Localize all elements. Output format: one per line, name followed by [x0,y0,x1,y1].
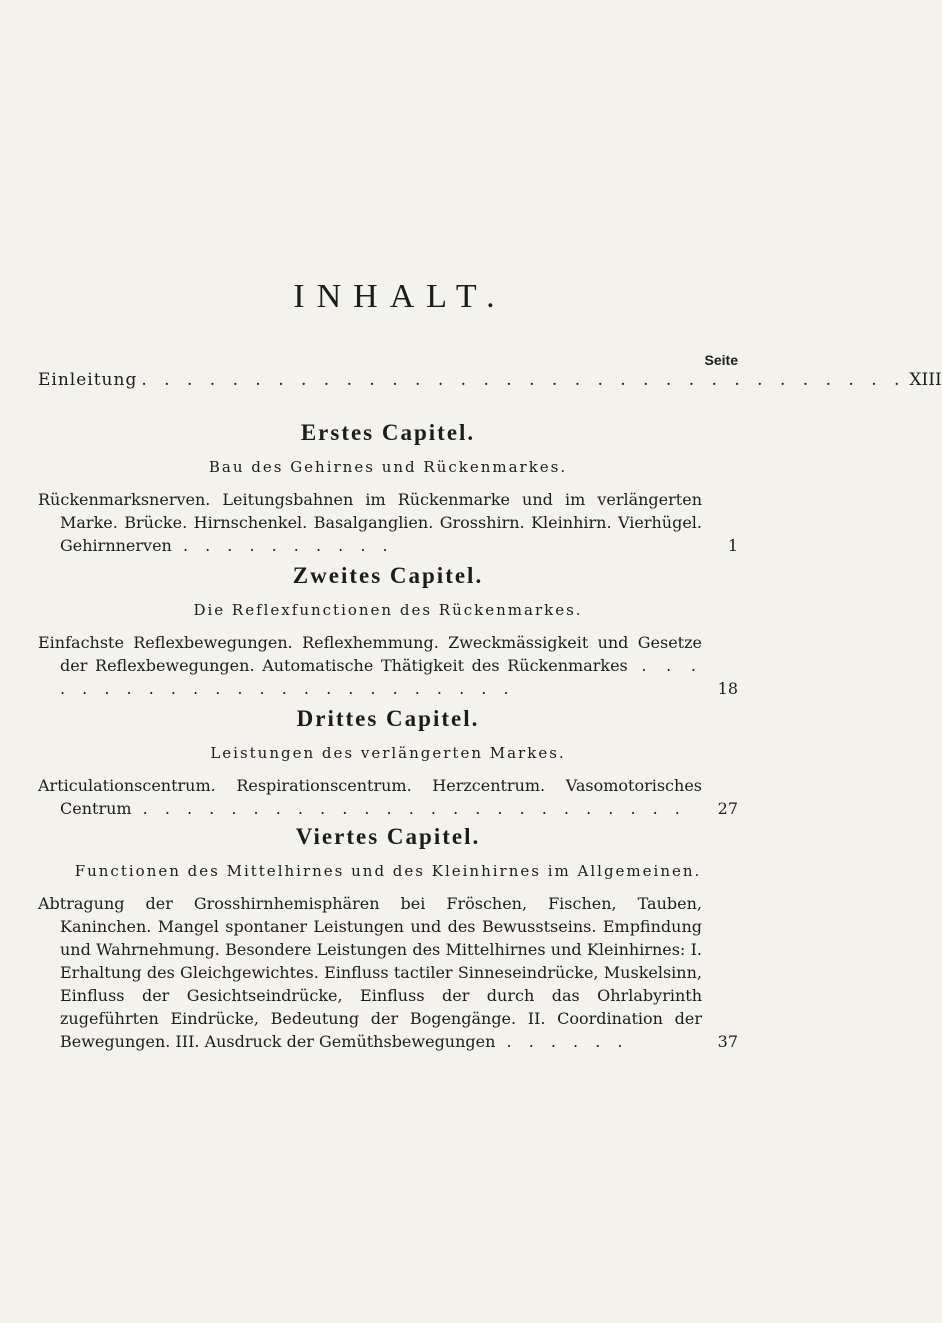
toc-page-number: 37 [717,1032,738,1051]
chapter-topics: Einfachste Reflexbewegungen. Reflexhemmung. Zweckmässigkeit und Gesetze der Reflexbewegungen. Automatische Thätigkeit des Rückenmarkes [38,633,702,675]
chapter-topics: Articulationscentrum. Respirationscentrum. Herzcentrum. Vasomotorisches Centrum [38,776,702,818]
chapter-title: Erstes Capitel. [300,420,476,445]
chapter-subtitle: Bau des Gehirnes und Rückenmarkes. [208,458,568,476]
chapter-topics: Rückenmarksnerven. Leitungsbahnen im Rückenmarke und im verlängerten Marke. Brücke. Hirnschenkel. Basalganglien. Grosshirn. Kleinhirn. Vierhügel. Gehirnnerven [38,490,702,555]
toc-entry-label: Einleitung [38,370,138,390]
page-title: INHALT. [293,278,507,315]
toc-page-number: 1 [727,536,738,555]
toc-page-number: XIII [909,370,942,390]
chapter-title: Zweites Capitel. [292,563,484,588]
leader-dots: . . . . . . [495,1032,629,1051]
toc-entry-einleitung [38,370,942,390]
chapter-contents [38,631,738,700]
chapter-section-1 [38,418,738,557]
chapter-title: Viertes Capitel. [295,824,481,849]
chapter-subtitle: Die Reflexfunctionen des Rückenmarkes. [193,601,583,619]
chapter-section-2 [38,561,738,700]
leader-dots: . . . . . . . . . . . . . . . . . . . . . . . . [60,656,703,698]
chapter-topics: Abtragung der Grosshirnhemisphären bei Fröschen, Fischen, Tauben, Kaninchen. Mangel spontaner Leistungen und des Bewusstseins. Empfindung und Wahrnehmung. Besondere Leistungen des Mittelhirnes und Kleinhirnes: I. Erhaltung des Gleichgewichtes. Einfluss tactiler Sinneseindrücke, Muskelsinn, Einfluss der Gesichtseindrücke, Einfluss der durch das Ohrlabyrinth zugeführten Eindrücke, Bedeutung der Bogengänge. II. Coordination der Bewegungen. III. Ausdruck der Gemüthsbewegungen [38,894,702,1051]
toc-page-number: 18 [717,679,738,698]
chapter-subtitle: Leistungen des verlängerten Markes. [210,744,566,762]
chapter-contents [38,892,738,1053]
chapter-subtitle: Functionen des Mittelhirnes und des Kleinhirnes im Allgemeinen. [74,862,702,880]
page-column-label: Seite [704,352,738,368]
chapter-section-4 [38,822,738,1053]
leader-dots: . . . . . . . . . . . . . . . . . . . . . . . . . . . . . . . . . . [141,370,906,390]
chapter-contents [38,774,738,820]
toc-page-number: 27 [717,799,738,818]
chapter-contents [38,488,738,557]
leader-dots: . . . . . . . . . . . . . . . . . . . . . . . . . [131,799,686,818]
chapter-section-3 [38,704,738,820]
leader-dots: . . . . . . . . . . [171,536,394,555]
chapter-title: Drittes Capitel. [296,706,480,731]
